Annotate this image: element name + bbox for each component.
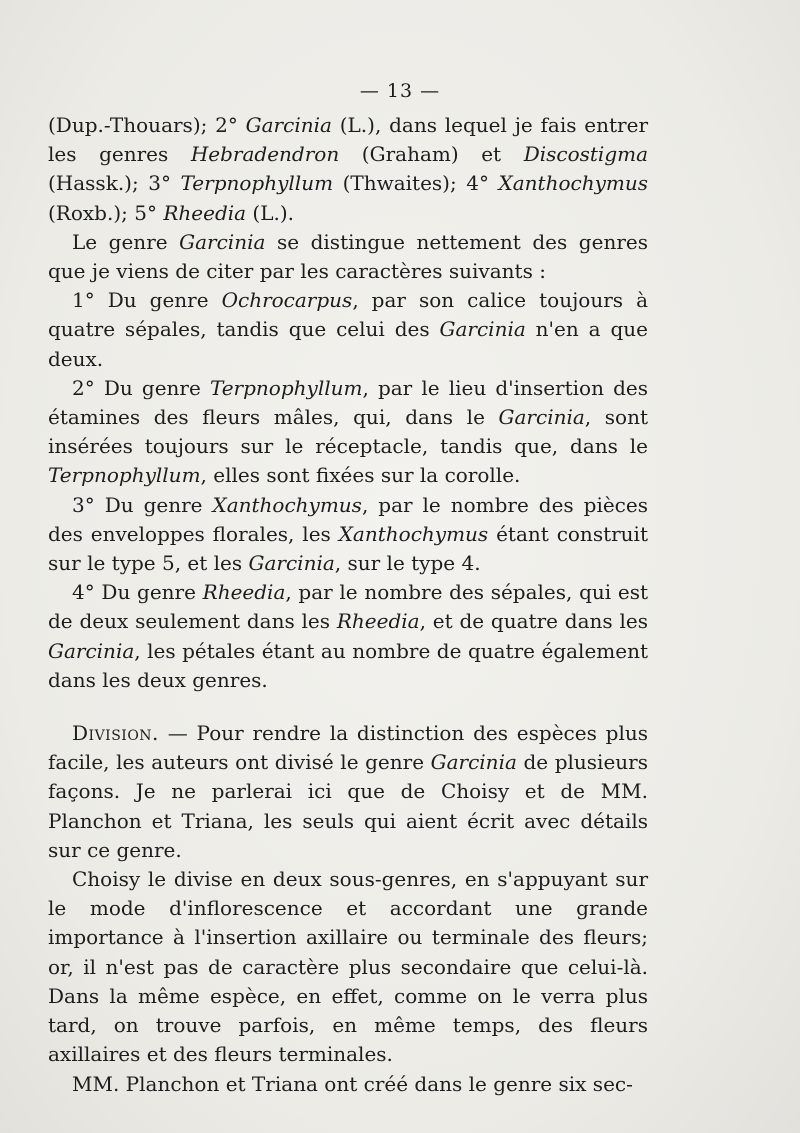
text-run: , par le nombre des sépales, qui est de deux seulement dans les xyxy=(48,580,648,634)
text-run: (Graham) et xyxy=(339,142,524,167)
text-run: (L.), dans lequel je fais entrer les genres xyxy=(48,113,648,167)
paragraph-item-2 xyxy=(48,374,648,491)
text-run: 3° Du genre xyxy=(72,492,213,517)
genus-name: Terpnophyllum xyxy=(209,375,363,400)
paragraph-item-1 xyxy=(48,286,648,374)
text-run: , sur le type 4. xyxy=(334,551,481,576)
paragraph-choisy xyxy=(48,865,648,1069)
genus-name: Rheedia xyxy=(163,200,247,225)
genus-name: Garcinia xyxy=(430,750,517,775)
text-run: (Hassk.); 3° xyxy=(48,171,181,196)
text-run: , elles sont fixées sur la corolle. xyxy=(200,463,521,488)
text-run: 2° Du genre xyxy=(72,375,210,400)
text-run: n'en a que deux. xyxy=(48,317,648,371)
text-run: (Thwaites); 4° xyxy=(333,171,499,196)
paragraph-planchon-triana xyxy=(48,1070,648,1099)
genus-name: Rheedia xyxy=(336,609,420,634)
text-run: se distingue nettement des genres que je viens de citer par les caractères suivants : xyxy=(48,229,648,284)
body-text xyxy=(48,111,648,1099)
text-run: , par son calice toujours à quatre sépales, tandis que celui des xyxy=(48,288,648,342)
section-heading: Division. xyxy=(72,721,159,746)
text-run: — Pour rendre la distinction des espèces plus facile, les auteurs ont divisé le genre xyxy=(48,721,648,775)
genus-name: Garcinia xyxy=(439,317,526,342)
text-run: MM. Planchon et Triana ont créé dans le genre six sec- xyxy=(72,1071,633,1096)
text-run: , les pétales étant au nombre de quatre également dans les deux genres. xyxy=(48,638,648,692)
text-run: , par le nombre des pièces des enveloppes florales, les xyxy=(48,492,648,546)
text-run: (L.). xyxy=(246,200,295,225)
genus-name: Xanthochymus xyxy=(498,171,649,196)
text-run: , et de quatre dans les xyxy=(419,609,648,634)
page-number: — 13 — xyxy=(359,80,441,102)
genus-name: Garcinia xyxy=(498,405,585,430)
text-run: , sont insérées toujours sur le réceptacle, tandis que, dans le xyxy=(48,405,648,459)
genus-name: Hebradendron xyxy=(190,142,340,167)
paragraph-division xyxy=(48,719,648,865)
genus-name: Garcinia xyxy=(248,551,335,576)
text-run: Le genre xyxy=(72,229,180,254)
paragraph-genera-list xyxy=(48,111,648,228)
genus-name: Garcinia xyxy=(179,229,266,254)
genus-name: Terpnophyllum xyxy=(48,463,201,488)
genus-name: Xanthochymus xyxy=(212,492,362,517)
genus-name: Rheedia xyxy=(202,580,286,605)
genus-name: Terpnophyllum xyxy=(180,171,334,196)
text-run: (Dup.-Thouars); 2° xyxy=(48,113,246,137)
text-run: étant construit sur le type 5, et les xyxy=(48,521,648,576)
text-run: de plusieurs façons. Je ne parlerai ici que de Choisy et de MM. Planchon et Triana, les seuls qui aient écrit avec détails sur ce genre. xyxy=(48,750,648,862)
text-run: (Roxb.); 5° xyxy=(48,200,164,225)
paragraph-distinction xyxy=(48,228,648,286)
genus-name: Discostigma xyxy=(523,142,649,167)
genus-name: Garcinia xyxy=(245,113,332,137)
paragraph-item-4 xyxy=(48,578,648,695)
genus-name: Ochrocarpus xyxy=(221,288,353,313)
text-run: Choisy le divise en deux sous-genres, en s'appuyant sur le mode d'inflorescence et accordant une grande importance à l'insertion axillaire ou terminale des fleurs; or, il n'est pas de caractère plus secondaire que celui-là. Dans la même espèce, en effet, comme on le verra plus tard, on trouve parfois, en même temps, des fleurs axillaires et des fleurs terminales. xyxy=(48,867,648,1067)
paragraph-item-3 xyxy=(48,491,648,579)
text-run: , par le lieu d'insertion des étamines des fleurs mâles, qui, dans le xyxy=(48,375,648,430)
text-run: 1° Du genre xyxy=(72,288,222,313)
paragraph-gap xyxy=(48,695,648,719)
genus-name: Xanthochymus xyxy=(338,521,489,546)
text-run: 4° Du genre xyxy=(72,580,203,605)
genus-name: Garcinia xyxy=(48,638,135,663)
